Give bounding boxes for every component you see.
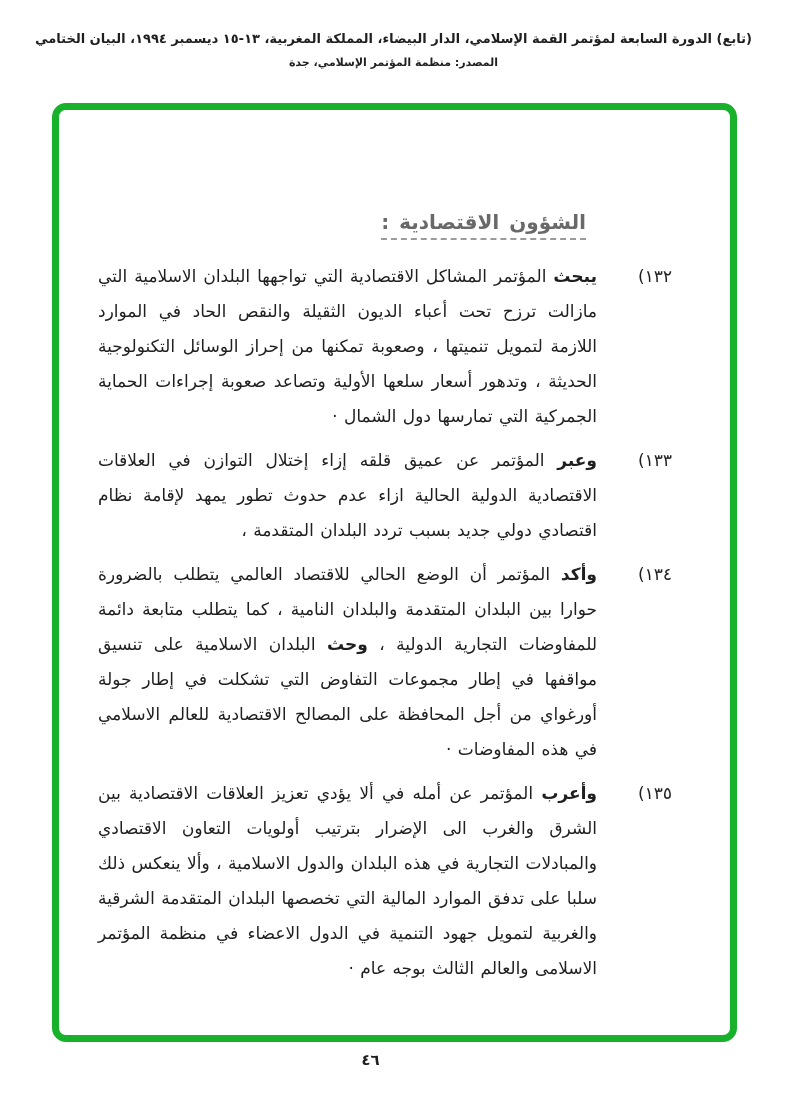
numbered-paragraph: [98, 777, 672, 987]
paragraph-number: ١٣٤): [637, 565, 672, 585]
paragraph-list: [98, 260, 672, 987]
document-header: [0, 32, 787, 69]
green-highlight-border: [52, 103, 737, 1042]
page-footer: [0, 1050, 787, 1069]
paragraph-number: ١٣٥): [637, 784, 672, 804]
numbered-paragraph: [98, 444, 672, 549]
paragraph-text: وأكد المؤتمر أن الوضع الحالي للاقتصاد العالمي يتطلب بالضرورة حوارا بين البلدان المتقدمة والبلدان النامية ، كما يتطلب متابعة دائمة للمفاوضات التجارية الدولية ، وحث البلدان الاسلامية على تنسيق مواقفها في إطار مجموعات التفاوض التي تشكلت في إطار جولة أورغواي من أجل المحافظة على المصالح الاقتصادية للعالم الاسلامي في هذه المفاوضات ·: [98, 565, 597, 760]
paragraph-text: وأعرب المؤتمر عن أمله في ألا يؤدي تعزيز العلاقات الاقتصادية بين الشرق والغرب الى الإضرار بترتيب أولويات التعاون الاقتصادي والمبادلات التجارية في هذه البلدان والدول الاسلامية ، وألا ينعكس ذلك سلبا على تدفق الموارد المالية التي تخصصها البلدان المتقدمة الشرقية والغربية لتمويل جهود التنمية في الدول الاعضاء في منظمة المؤتمر الاسلامى والعالم الثالث بوجه عام ·: [98, 784, 597, 979]
paragraph-text: يبحث المؤتمر المشاكل الاقتصادية التي تواجهها البلدان الاسلامية التي مازالت ترزح تحت أعباء الديون الثقيلة والنقص الحاد في الموارد اللازمة لتمويل تنميتها ، وصعوبة تمكنها من إحراز الوسائل التكنولوجية الحديثة ، وتدهور أسعار سلعها الأولية وتصاعد صعوبة إجراءات الحماية الجمركية التي تمارسها دول الشمال ·: [98, 267, 597, 427]
header-source-line: المصدر: منظمة المؤتمر الإسلامي، جدة: [288, 56, 499, 69]
header-title-line: (تابع) الدورة السابعة لمؤتمر القمة الإسلامي، الدار البيضاء، المملكة المغربية، ١٣-١٥ ديسمبر ١٩٩٤، البيان الختامي: [35, 32, 752, 47]
numbered-paragraph: [98, 260, 672, 435]
numbered-paragraph: [98, 558, 672, 768]
section-title-row: [98, 210, 672, 240]
paragraph-text: وعبر المؤتمر عن عميق قلقه إزاء إختلال التوازن في العلاقات الاقتصادية الدولية الحالية ازاء عدم حدوث تطور يمهد لإقامة نظام اقتصادي دولي جديد بسبب تردد البلدان المتقدمة ،: [98, 451, 597, 541]
section-title: الشؤون الاقتصادية :: [381, 210, 586, 240]
page-number: ٤٦: [361, 1051, 380, 1069]
paragraph-number: ١٣٣): [637, 451, 672, 471]
paragraph-number: ١٣٢): [637, 267, 672, 287]
document-content: [59, 110, 730, 996]
